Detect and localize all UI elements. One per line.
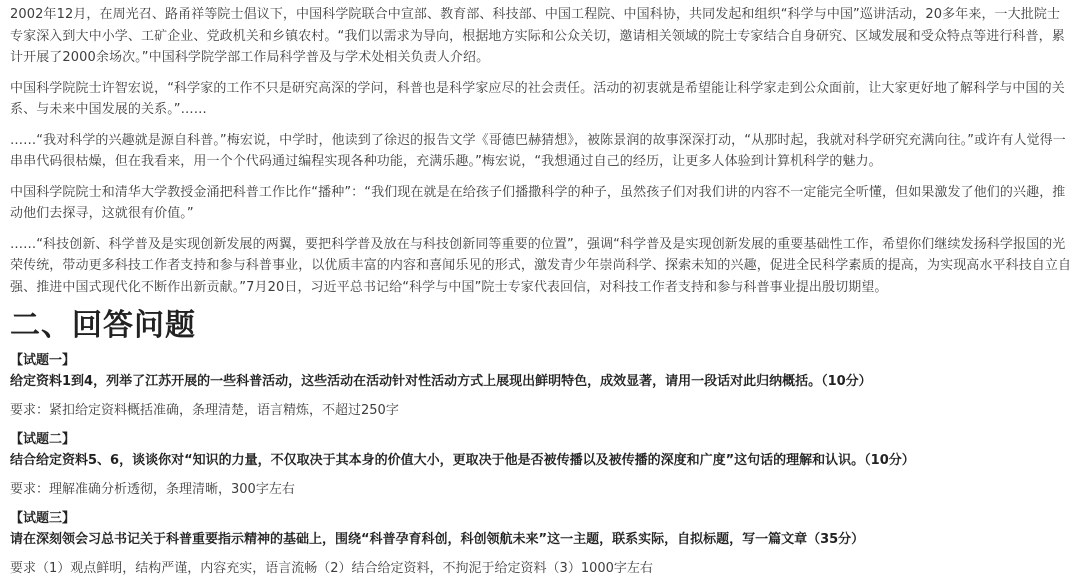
question-requirement: 要求（1）观点鲜明，结构严谨，内容充实，语言流畅（2）结合给定资料，不拘泥于给定资料（3）1000字左右 [10, 561, 653, 576]
question-label: 【试题一】 [10, 353, 76, 368]
paragraph-4: 中国科学院院士和清华大学教授金涌把科普工作比作“播种”：“我们现在就是在给孩子们播撒科学的种子，虽然孩子们对我们讲的内容不一定能完全听懂，但如果激发了他们的兴趣，推动他们去探寻，这就很有价值。” [10, 184, 1066, 221]
question-3 [10, 509, 1072, 580]
question-requirement: 要求：紧扣给定资料概括准确，条理清楚，语言精炼，不超过250字 [10, 403, 399, 418]
section-heading: 二、回答问题 [10, 308, 196, 343]
question-1 [10, 351, 1072, 422]
question-prompt: 请在深刻领会习总书记关于科普重要指示精神的基础上，围绕“科普孕育科创，科创领航未来”这一主题，联系实际，自拟标题，写一篇文章（35分） [10, 532, 865, 547]
paragraph-2: 中国科学院院士许智宏说，“科学家的工作不只是研究高深的学问，科普也是科学家应尽的社会责任。活动的初衷就是希望能让科学家走到公众面前，让大家更好地了解科学与中国的关系、与未来中国发展的关系。”…… [10, 80, 1065, 117]
question-2 [10, 430, 1072, 501]
paragraph-3: ……“我对科学的兴趣就是源自科普。”梅宏说，中学时，他读到了徐迟的报告文学《哥德巴赫猜想》，被陈景润的故事深深打动，“从那时起，我就对科学研究充满向往。”或许有人觉得一串串代码很枯燥，但在我看来，用一个个代码通过编程实现各种功能，充满乐趣。”梅宏说，“我想通过自己的经历，让更多人体验到计算机科学的魅力。 [10, 132, 1066, 169]
question-requirement: 要求：理解准确分析透彻，条理清晰，300字左右 [10, 482, 295, 497]
question-label: 【试题二】 [10, 432, 76, 447]
question-prompt: 结合给定资料5、6，谈谈你对“知识的力量，不仅取决于其本身的价值大小，更取决于他是否被传播以及被传播的深度和广度”这句话的理解和认识。（10分） [10, 453, 915, 468]
question-label: 【试题三】 [10, 511, 76, 526]
question-prompt: 给定资料1到4，列举了江苏开展的一些科普活动，这些活动在活动针对性活动方式上展现出鲜明特色，成效显著，请用一段话对此归纳概括。（10分） [10, 374, 872, 389]
paragraph-5: ……“科技创新、科学普及是实现创新发展的两翼，要把科学普及放在与科技创新同等重要的位置”，强调“科学普及是实现创新发展的重要基础性工作，希望你们继续发扬科学报国的光荣传统，带动更多科技工作者支持和参与科普事业，以优质丰富的内容和喜闻乐见的形式，激发青少年崇尚科学、探索未知的兴趣，促进全民科学素质的提高，为实现高水平科技自立自强、推进中国式现代化不断作出新贡献。”7月20日，习近平总书记给“科学与中国”院士专家代表回信，对科技工作者支持和参与科普事业提出殷切期望。 [10, 236, 1072, 295]
paragraph-1: 2002年12月，在周光召、路甬祥等院士倡议下，中国科学院联合中宣部、教育部、科技部、中国工程院、中国科协，共同发起和组织“科学与中国”巡讲活动，20多年来，一大批院士专家深入到大中小学、工矿企业、党政机关和乡镇农村。“我们以需求为导向，根据地方实际和公众关切，邀请相关领域的院士专家结合自身研究、区域发展和受众特点等进行科普，累计开展了2000余场次。”中国科学院学部工作局科学普及与学术处相关负责人介绍。 [10, 7, 1065, 65]
